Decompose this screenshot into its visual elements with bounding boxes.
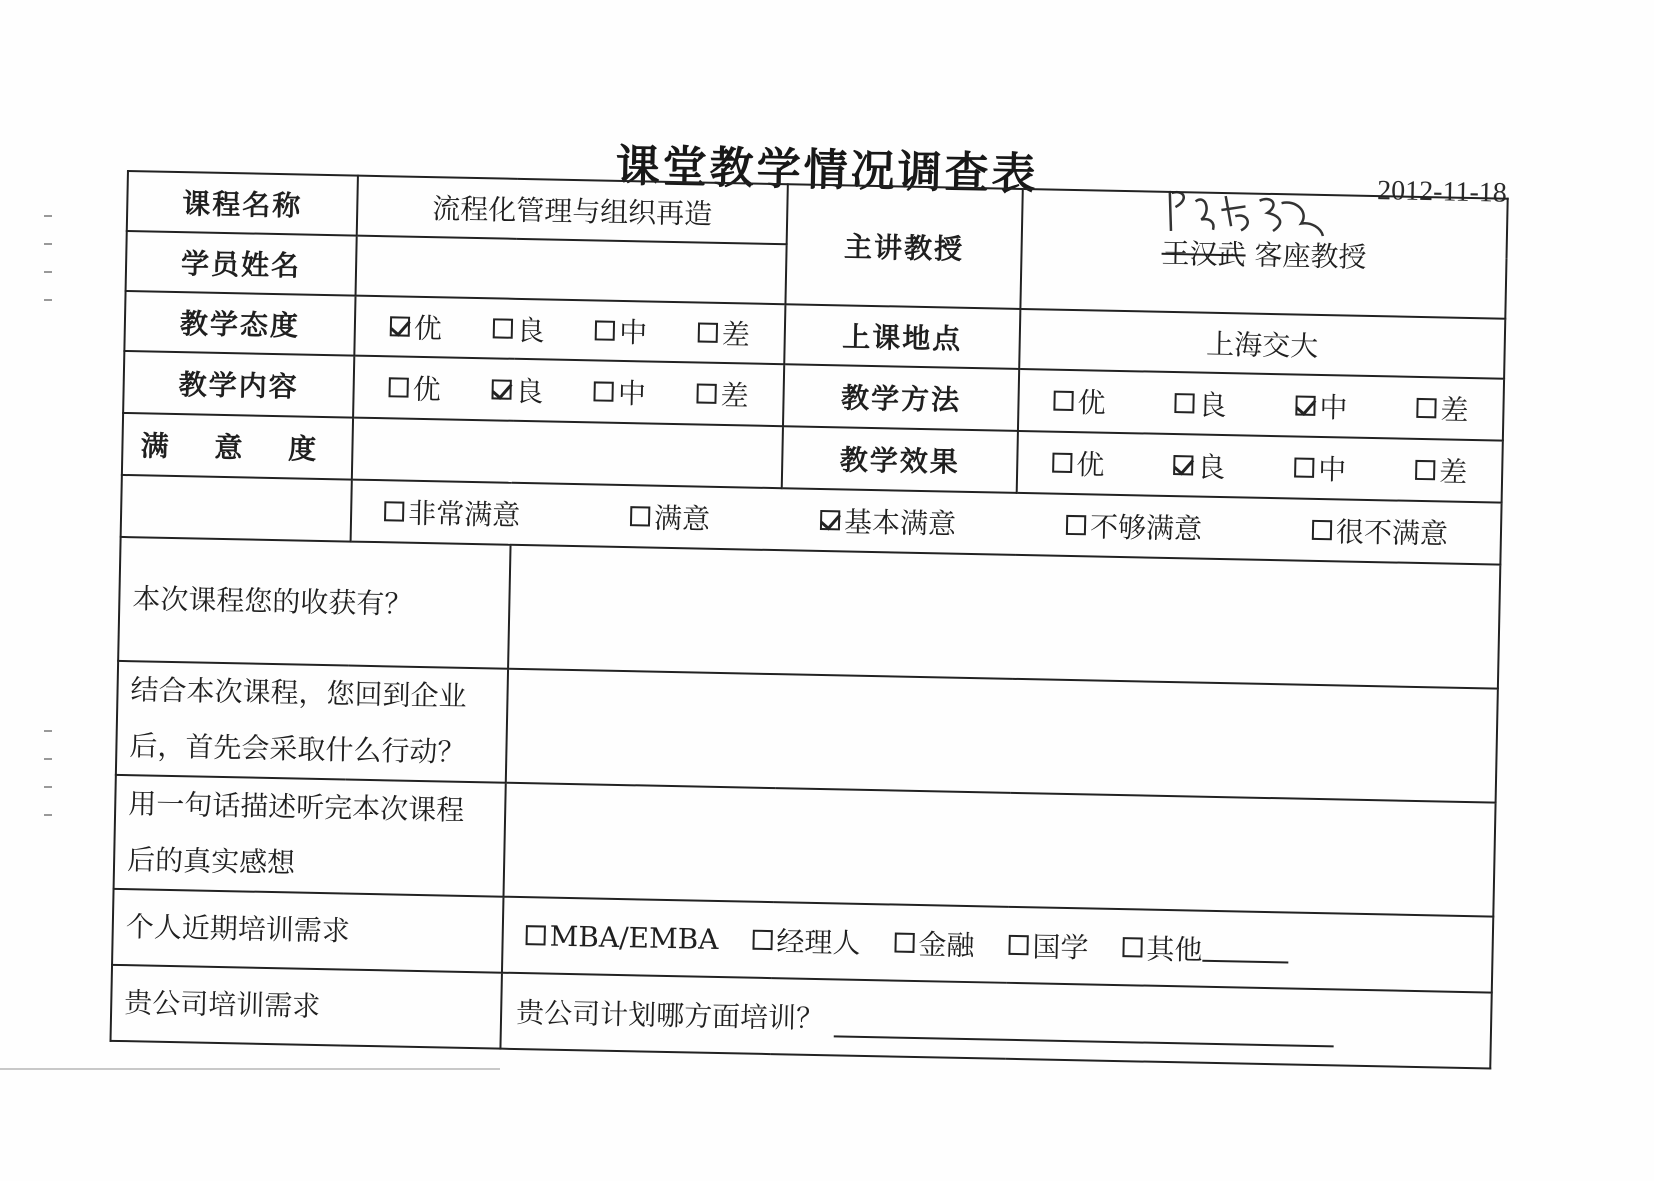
gains-question: 本次课程您的收获有？ [118,537,510,669]
satisfaction-label: 满 意 度 [122,413,353,480]
lecturer-struck-name: 王汉武 [1161,236,1246,272]
satisfaction-very-satisfied[interactable]: 非常满意 [384,491,521,534]
course-name-value[interactable]: 流程化管理与组织再造 [357,176,788,245]
evaluation-table [109,170,1508,1070]
scan-margin-marks-top [40,215,60,327]
checkbox-icon[interactable] [894,933,914,953]
teaching-method-label: 教学方法 [783,364,1019,431]
checkbox-icon[interactable] [1122,937,1142,957]
checkbox-icon[interactable] [1052,453,1072,473]
training-option-mba[interactable]: MBA/EMBA [525,919,718,956]
checkbox-icon[interactable] [384,501,404,521]
feeling-answer-field[interactable] [503,783,1495,917]
teaching-effect-label: 教学效果 [782,426,1018,493]
checkbox-icon[interactable] [1066,515,1086,535]
training-option-other[interactable]: 其他 [1122,927,1289,970]
checkbox-icon[interactable] [1416,398,1436,418]
margin-mark [44,243,52,245]
satisfaction-satisfied[interactable]: 满意 [630,496,711,538]
method-option-good[interactable]: 良 [1174,383,1227,424]
scan-edge-line [0,1068,500,1070]
effect-option-good[interactable]: 良 [1173,445,1226,486]
attitude-option-excellent[interactable]: 优 [390,306,443,347]
checkbox-icon[interactable] [630,506,650,526]
margin-mark [44,271,52,273]
personal-training-label: 个人近期培训需求 [112,889,503,973]
course-name-label: 课程名称 [127,171,358,236]
company-training-question: 贵公司计划哪方面培训？ [515,995,825,1036]
effect-option-excellent[interactable]: 优 [1052,443,1105,484]
method-option-poor[interactable]: 差 [1416,388,1469,429]
action-question-line1: 结合本次课程，您回到企业 [130,673,467,713]
action-answer-field[interactable] [506,669,1498,803]
satisfaction-basically-satisfied[interactable]: 基本满意 [820,500,957,543]
teaching-method-options [1018,369,1504,441]
lecturer-label: 主讲教授 [785,184,1022,309]
checkbox-icon[interactable] [388,377,408,397]
margin-mark [44,786,52,788]
effect-spacer [352,418,783,489]
checkbox-icon[interactable] [1294,457,1314,477]
other-blank-line[interactable] [1202,936,1289,964]
training-option-finance[interactable]: 金融 [894,923,975,965]
method-option-excellent[interactable]: 优 [1053,381,1106,422]
checkbox-icon[interactable] [1415,460,1435,480]
gains-answer-field[interactable] [508,545,1500,689]
action-question-line2: 后，首先会采取什么行动？ [129,729,466,769]
teaching-content-options [353,356,784,427]
attitude-option-poor[interactable]: 差 [697,312,750,353]
satisfaction-very-unsatisfied[interactable]: 很不满意 [1312,510,1449,553]
feeling-question [114,775,506,897]
form-title: 课堂教学情况调查表 [615,140,1040,201]
margin-mark [44,730,52,732]
checkbox-checked-icon[interactable] [1295,395,1315,415]
checkbox-checked-icon[interactable] [491,379,511,399]
checkbox-icon[interactable] [492,318,512,338]
satisfaction-label-spacer [121,475,352,542]
effect-option-poor[interactable]: 差 [1415,450,1468,491]
method-option-fair[interactable]: 中 [1295,385,1348,426]
action-question [116,661,508,783]
checkbox-icon[interactable] [1174,393,1194,413]
teaching-attitude-options [354,296,785,365]
feeling-question-line1: 用一句话描述听完本次课程 [127,787,465,827]
teaching-effect-options [1017,431,1503,503]
checkbox-icon[interactable] [1008,935,1028,955]
form-date: 2012-11-18 [1376,175,1508,209]
content-option-poor[interactable]: 差 [696,373,749,414]
checkbox-icon[interactable] [752,930,772,950]
scan-margin-marks-bottom [40,730,60,842]
checkbox-icon[interactable] [1053,391,1073,411]
content-option-excellent[interactable]: 优 [388,367,441,408]
effect-option-fair[interactable]: 中 [1294,447,1347,488]
checkbox-checked-icon[interactable] [1173,455,1193,475]
checkbox-checked-icon[interactable] [820,510,840,530]
feeling-question-line2: 后的真实感想 [126,843,296,880]
student-name-field[interactable] [356,236,787,305]
checkbox-checked-icon[interactable] [390,316,410,336]
checkbox-icon[interactable] [698,322,718,342]
lecturer-title: 客座教授 [1254,238,1367,274]
student-name-label: 学员姓名 [126,231,357,296]
training-option-manager[interactable]: 经理人 [752,920,861,962]
margin-mark [44,215,52,217]
location-label: 上课地点 [784,304,1020,369]
training-option-sinology[interactable]: 国学 [1008,925,1089,967]
margin-mark [44,814,52,816]
attitude-option-good[interactable]: 良 [492,308,545,349]
checkbox-icon[interactable] [526,925,546,945]
content-option-good[interactable]: 良 [491,369,544,410]
checkbox-icon[interactable] [696,383,716,403]
checkbox-icon[interactable] [595,320,615,340]
survey-form [123,120,1528,1036]
location-value[interactable]: 上海交大 [1019,309,1505,379]
margin-mark [44,299,52,301]
checkbox-icon[interactable] [594,381,614,401]
company-training-blank-line[interactable] [834,1011,1334,1047]
company-training-label: 贵公司培训需求 [111,965,502,1049]
teaching-attitude-label: 教学态度 [124,291,355,356]
teaching-content-label: 教学内容 [123,351,354,418]
satisfaction-not-satisfied[interactable]: 不够满意 [1066,505,1203,548]
checkbox-icon[interactable] [1312,520,1332,540]
lecturer-value[interactable] [1020,189,1507,319]
margin-mark [44,758,52,760]
attitude-option-fair[interactable]: 中 [595,310,648,351]
content-option-fair[interactable]: 中 [594,371,647,412]
